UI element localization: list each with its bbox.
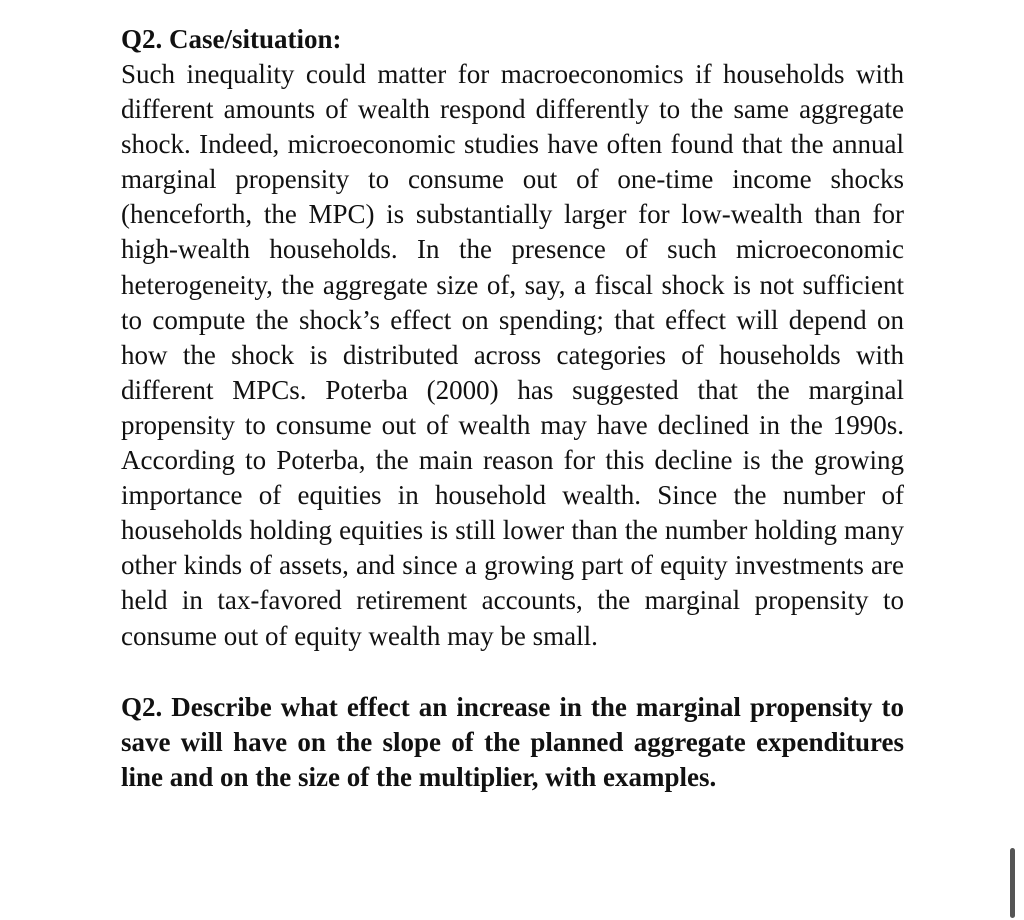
document-content <box>121 22 904 795</box>
case-paragraph: Such inequality could matter for macroeconomics if households with different amounts of wealth respond differently to the same aggregate shock. Indeed, microeconomic studies have often found that the annual marginal propensity to consume out of one-time income shocks (henceforth, the MPC) is substantially larger for low-wealth than for high-wealth households. In the presence of such microeconomic heterogeneity, the aggregate size of, say, a fiscal shock is not sufficient to compute the shock’s effect on spending; that effect will depend on how the shock is distributed across categories of households with different MPCs. Poterba (2000) has suggested that the marginal propensity to consume out of wealth may have declined in the 1990s. According to Poterba, the main reason for this decline is the growing importance of equities in household wealth. Since the number of households holding equities is still lower than the number holding many other kinds of assets, and since a growing part of equity investments are held in tax-favored retirement accounts, the marginal propensity to consume out of equity wealth may be small. <box>121 59 904 651</box>
question-text: Q2. Describe what effect an increase in the marginal propensity to save will have on the slope of the planned aggregate expenditures line and on the size of the multiplier, with examples. <box>121 691 904 792</box>
scrollbar-thumb[interactable] <box>1010 848 1015 918</box>
case-heading: Q2. Case/situation: <box>121 24 342 54</box>
